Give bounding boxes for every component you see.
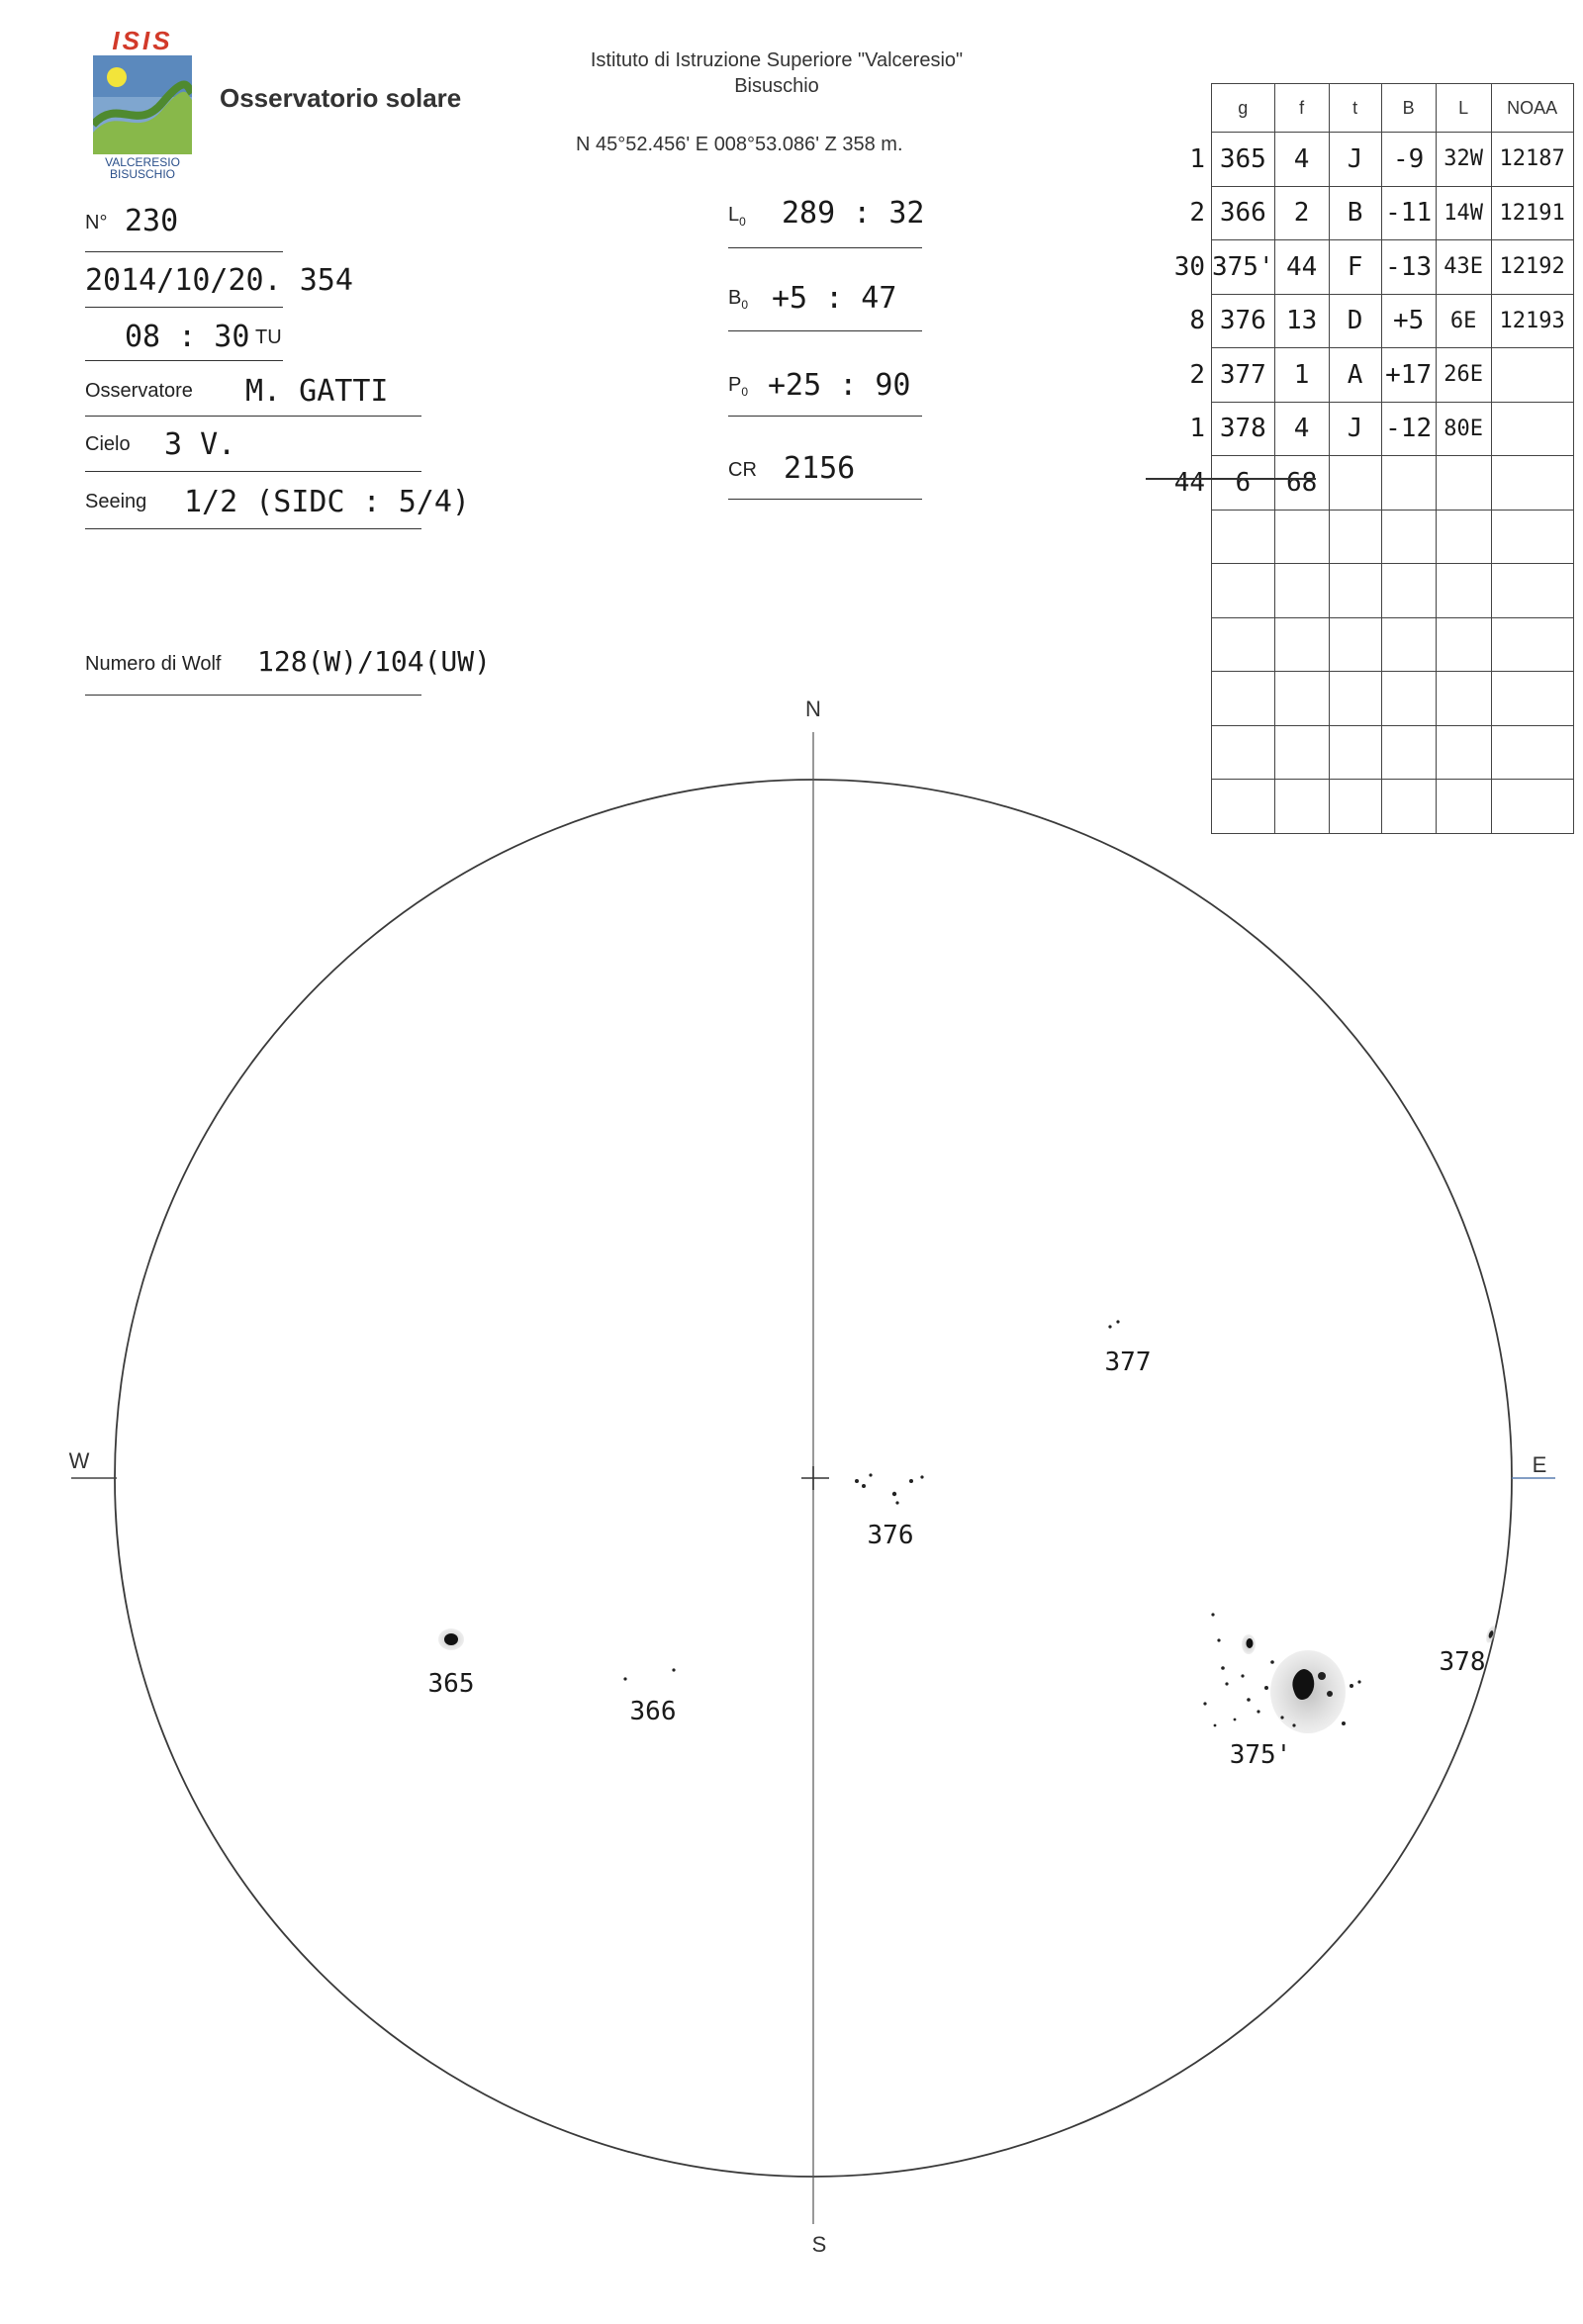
l0-label: $L_0$: [728, 204, 746, 229]
p0-label: $P_0$: [728, 374, 749, 399]
table-cell-g: 376: [1212, 294, 1275, 348]
table-cell-f: 1: [1274, 348, 1329, 403]
p0-value: +25 : 90: [768, 368, 911, 403]
time-unit: TU: [255, 326, 282, 348]
l0-value: 289 : 32: [782, 196, 925, 231]
spot-375-e: [1217, 1638, 1220, 1641]
logo-subtitle-2: BISUSCHIO: [109, 167, 175, 181]
station-coordinates: N 45°52.456' E 008°53.086' Z 358 m.: [576, 134, 903, 155]
spot-376-d: [892, 1492, 896, 1496]
b0-value: +5 : 47: [772, 281, 897, 316]
table-cell-b: -9: [1381, 133, 1436, 187]
spot-376-e: [909, 1479, 913, 1483]
table-cell-l: 80E: [1436, 402, 1491, 456]
seeing-value: 1/2 (SIDC : 5/4): [184, 485, 470, 519]
seeing-label: Seeing: [85, 491, 147, 512]
spot-375-p: [1342, 1721, 1346, 1725]
total-groups: 6: [1212, 456, 1275, 511]
table-cell-b: +5: [1381, 294, 1436, 348]
table-cell-t: B: [1329, 186, 1381, 240]
observatory-title: Osservatorio solare: [220, 83, 462, 113]
spot-375-t: [1214, 1724, 1217, 1727]
spot-375-o: [1292, 1723, 1295, 1726]
table-cell-t: D: [1329, 294, 1381, 348]
south-label: S: [811, 2232, 827, 2257]
spot-376-b: [862, 1484, 866, 1488]
west-label: W: [68, 1448, 90, 1473]
spot-375-n: [1280, 1716, 1283, 1719]
logo-subtitle-1: VALCERESIO: [105, 155, 180, 169]
spot-375-leader-umbra: [1247, 1638, 1254, 1648]
observation-number: 230: [125, 204, 179, 238]
table-cell-f: 13: [1274, 294, 1329, 348]
table-header-cell: t: [1329, 84, 1381, 133]
spot-375-r: [1357, 1680, 1360, 1683]
row-count-label: 8: [1189, 306, 1205, 336]
spot-375-l: [1264, 1686, 1268, 1690]
row-count-label: 1: [1189, 414, 1205, 444]
row-count-label: 2: [1189, 198, 1205, 229]
spot-375-f: [1221, 1666, 1225, 1670]
spot-375-umbra-b: [1318, 1672, 1326, 1680]
table-cell-noaa: 12187: [1491, 133, 1573, 187]
group-label-366: 366: [629, 1697, 677, 1726]
spot-375-d: [1211, 1613, 1214, 1616]
table-cell-g: 378: [1212, 402, 1275, 456]
spot-375-g: [1225, 1682, 1228, 1685]
table-header-cell: f: [1274, 84, 1329, 133]
group-label-377: 377: [1104, 1348, 1152, 1377]
spot-375-h: [1203, 1702, 1206, 1705]
north-label: N: [805, 697, 821, 721]
table-cell-l: 6E: [1436, 294, 1491, 348]
table-cell-f: 44: [1274, 240, 1329, 295]
table-cell-f: 4: [1274, 133, 1329, 187]
east-label: E: [1532, 1452, 1547, 1477]
table-cell-t: J: [1329, 133, 1381, 187]
spot-376-f: [920, 1475, 923, 1478]
table-cell-l: 43E: [1436, 240, 1491, 295]
spot-375-s: [1234, 1719, 1237, 1721]
table-cell-b: -13: [1381, 240, 1436, 295]
table-cell-t: A: [1329, 348, 1381, 403]
spot-375-j: [1247, 1698, 1251, 1702]
table-cell-b: -11: [1381, 186, 1436, 240]
table-cell-l: 14W: [1436, 186, 1491, 240]
table-cell-b: -12: [1381, 402, 1436, 456]
table-cell-g: 375': [1212, 240, 1275, 295]
table-header-cell: NOAA: [1491, 84, 1573, 133]
spot-375-umbra-c: [1327, 1691, 1333, 1697]
spot-375-i: [1241, 1674, 1244, 1677]
table-cell-noaa: 12192: [1491, 240, 1573, 295]
carrington-rotation: 2156: [784, 451, 856, 486]
table-cell-noaa: 12193: [1491, 294, 1573, 348]
row-count-label: 2: [1189, 359, 1205, 390]
logo-wordmark: ISIS: [112, 26, 173, 55]
sky-label: Cielo: [85, 433, 131, 455]
spot-375-q: [1350, 1684, 1353, 1688]
table-cell-l: 26E: [1436, 348, 1491, 403]
institute-line-2: Bisuschio: [734, 75, 819, 97]
total-count: 44: [1173, 467, 1205, 498]
spot-377-b: [1116, 1320, 1119, 1323]
b0-label: $B_0$: [728, 287, 749, 312]
institute-line-1: Istituto di Istruzione Superiore "Valceresio": [590, 49, 964, 71]
group-label-365: 365: [427, 1669, 475, 1699]
spot-377-a: [1108, 1325, 1111, 1328]
table-cell-g: 366: [1212, 186, 1275, 240]
group-label-378: 378: [1439, 1647, 1486, 1677]
table-cell-noaa: 12191: [1491, 186, 1573, 240]
table-cell-t: J: [1329, 402, 1381, 456]
row-count-label: 1: [1189, 143, 1205, 174]
spot-375-m: [1270, 1660, 1274, 1664]
table-cell-b: +17: [1381, 348, 1436, 403]
number-label: N°: [85, 212, 108, 233]
spot-376-c: [869, 1473, 872, 1476]
table-header-cell: B: [1381, 84, 1436, 133]
observer-name: M. GATTI: [245, 374, 389, 409]
observation-date: 2014/10/20. 354: [85, 263, 353, 298]
row-count-label: 30: [1173, 251, 1205, 282]
wolf-label: Numero di Wolf: [85, 653, 222, 675]
observation-time: 08 : 30: [125, 320, 250, 354]
spot-365-umbra: [444, 1633, 458, 1645]
spot-376-a: [855, 1479, 859, 1483]
wolf-number: 128(W)/104(UW): [257, 645, 492, 678]
table-header-cell: L: [1436, 84, 1491, 133]
sky-value: 3 V.: [164, 427, 236, 462]
observer-label: Osservatore: [85, 380, 193, 402]
cr-label: CR: [728, 459, 757, 481]
table-cell-g: 377: [1212, 348, 1275, 403]
table-cell-f: 2: [1274, 186, 1329, 240]
table-cell-t: F: [1329, 240, 1381, 295]
table-cell-g: 365: [1212, 133, 1275, 187]
table-header-cell: g: [1212, 84, 1275, 133]
spot-366-b: [672, 1668, 675, 1671]
spot-375-k: [1257, 1710, 1259, 1713]
spot-366-a: [623, 1677, 626, 1680]
group-label-375: 375': [1229, 1740, 1292, 1770]
table-cell-l: 32W: [1436, 133, 1491, 187]
group-label-376: 376: [867, 1521, 914, 1550]
total-spots: 68: [1274, 456, 1329, 511]
spot-376-g: [895, 1501, 898, 1504]
table-cell-f: 4: [1274, 402, 1329, 456]
